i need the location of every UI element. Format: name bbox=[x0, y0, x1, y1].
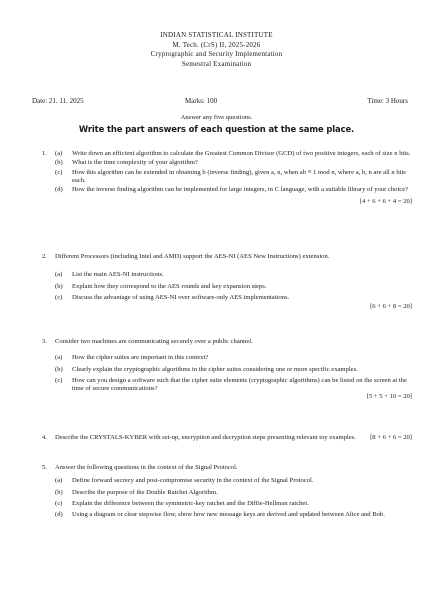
question-part bbox=[55, 159, 412, 167]
question-part bbox=[55, 150, 412, 158]
part-label: (a) bbox=[55, 354, 63, 362]
part-label: (c) bbox=[55, 499, 63, 507]
part-text: Explain how they correspond to the AES rounds and key expansion steps. bbox=[72, 282, 267, 290]
question-marks: [4 + 6 + 6 + 4 = 20] bbox=[359, 198, 412, 206]
part-label: (a) bbox=[55, 477, 63, 485]
part-label: (c) bbox=[55, 168, 63, 176]
institute-name: INDIAN STATISTICAL INSTITUTE bbox=[160, 31, 273, 39]
question-number: 1. bbox=[42, 150, 47, 157]
exam-date: Date: 21. 11. 2025 bbox=[32, 97, 84, 105]
question-number: 3. bbox=[42, 338, 47, 345]
question-text: Describe the CRYSTALS-KYBER with set-up, encryption and decryption steps presenting relevant toy examples. bbox=[55, 434, 356, 441]
question-number: 4. bbox=[42, 434, 47, 441]
part-text: How the cipher suites are important in this context? bbox=[72, 354, 209, 362]
part-label: (c) bbox=[55, 376, 63, 384]
part-label: (a) bbox=[55, 150, 63, 157]
exam-header bbox=[0, 31, 433, 69]
question-part bbox=[55, 271, 412, 279]
question-part bbox=[55, 366, 412, 374]
question-marks: [8 + 6 + 6 = 20] bbox=[370, 434, 412, 441]
part-label: (c) bbox=[55, 293, 63, 301]
question-marks: [5 + 5 + 10 = 20] bbox=[366, 393, 412, 401]
exam-meta bbox=[32, 97, 408, 107]
question-4 bbox=[28, 434, 412, 442]
question-part bbox=[55, 477, 412, 485]
question-text: Consider two machines are communicating securely over a public channel. bbox=[55, 338, 253, 345]
question-number: 5. bbox=[42, 464, 47, 471]
answer-note: Answer any five questions. bbox=[180, 114, 253, 121]
question-text: Answer the following questions in the context of the Signal Protocol. bbox=[55, 464, 238, 471]
question-part bbox=[55, 511, 412, 519]
part-label: (a) bbox=[55, 271, 63, 279]
part-text: Define forward secrecy and post-compromise security in the context of the Signal Protocol. bbox=[72, 477, 314, 485]
part-label: (b) bbox=[55, 488, 63, 496]
question-part bbox=[55, 489, 412, 497]
question-3 bbox=[28, 338, 412, 402]
part-label: (b) bbox=[55, 282, 63, 290]
question-marks: [6 + 6 + 8 = 20] bbox=[370, 303, 412, 311]
part-text: How the inverse finding algorithm can be implemented for large integers, in C language, with a suitable library of your choice? bbox=[72, 186, 409, 194]
course-title: Cryptographic and Security Implementation bbox=[150, 50, 283, 59]
question-number: 2. bbox=[42, 253, 47, 260]
part-text: List the main AES-NI instructions. bbox=[72, 271, 164, 279]
question-part bbox=[55, 186, 412, 194]
part-text: What is the time complexity of your algorithm? bbox=[72, 159, 198, 167]
part-text: Write down an efficient algorithm to calculate the Greatest Common Divisor (GCD) of two positive integers, each of size n bits. bbox=[72, 150, 411, 157]
part-text: Using a diagram or clear stepwise flow, show how new message keys are derived and updated between Alice and Bob. bbox=[72, 511, 385, 519]
part-label: (b) bbox=[55, 365, 63, 373]
question-2 bbox=[28, 253, 412, 311]
part-text: Clearly explain the cryptographic algorithms in the cipher suites considering one or more specific examples. bbox=[72, 365, 358, 373]
part-text: Explain the difference between the symmetric-key ratchet and the Diffie-Hellman ratchet. bbox=[72, 499, 309, 507]
question-part bbox=[55, 169, 412, 186]
question-5 bbox=[28, 464, 412, 519]
part-label: (d) bbox=[55, 511, 63, 519]
part-text: Describe the purpose of the Double Ratchet Algorithm. bbox=[72, 488, 218, 496]
part-text: How this algorithm can be extended in obtaining b (inverse finding), given a, n, when ab ≡ 1 mod n, where a, b, n are all n bits each. bbox=[72, 168, 406, 184]
program-name: M. Tech. (CrS) II, 2025-2026 bbox=[172, 40, 261, 49]
instruction: Write the part answers of each question at the same place. bbox=[78, 124, 355, 134]
question-text: Different Processors (including Intel and AMD) support the AES-NI (AES New Instructions) extension. bbox=[55, 253, 330, 260]
question-1 bbox=[28, 150, 412, 207]
question-part bbox=[55, 283, 412, 291]
exam-time: Time: 3 Hours bbox=[367, 97, 408, 105]
question-part bbox=[55, 377, 412, 394]
part-label: (d) bbox=[55, 186, 63, 194]
part-text: How can you design a software such that the cipher suite elements (cryptographic algorithms) can be listed on the screen at the time of secure communications? bbox=[72, 376, 407, 393]
question-part bbox=[55, 354, 412, 362]
exam-name: Semestral Examination bbox=[181, 59, 252, 68]
part-text: Discuss the advantage of using AES-NI over software-only AES implementations. bbox=[72, 293, 290, 301]
part-label: (b) bbox=[55, 159, 63, 167]
exam-marks: Marks: 100 bbox=[185, 97, 218, 105]
question-part bbox=[55, 294, 412, 302]
question-part bbox=[55, 500, 412, 508]
